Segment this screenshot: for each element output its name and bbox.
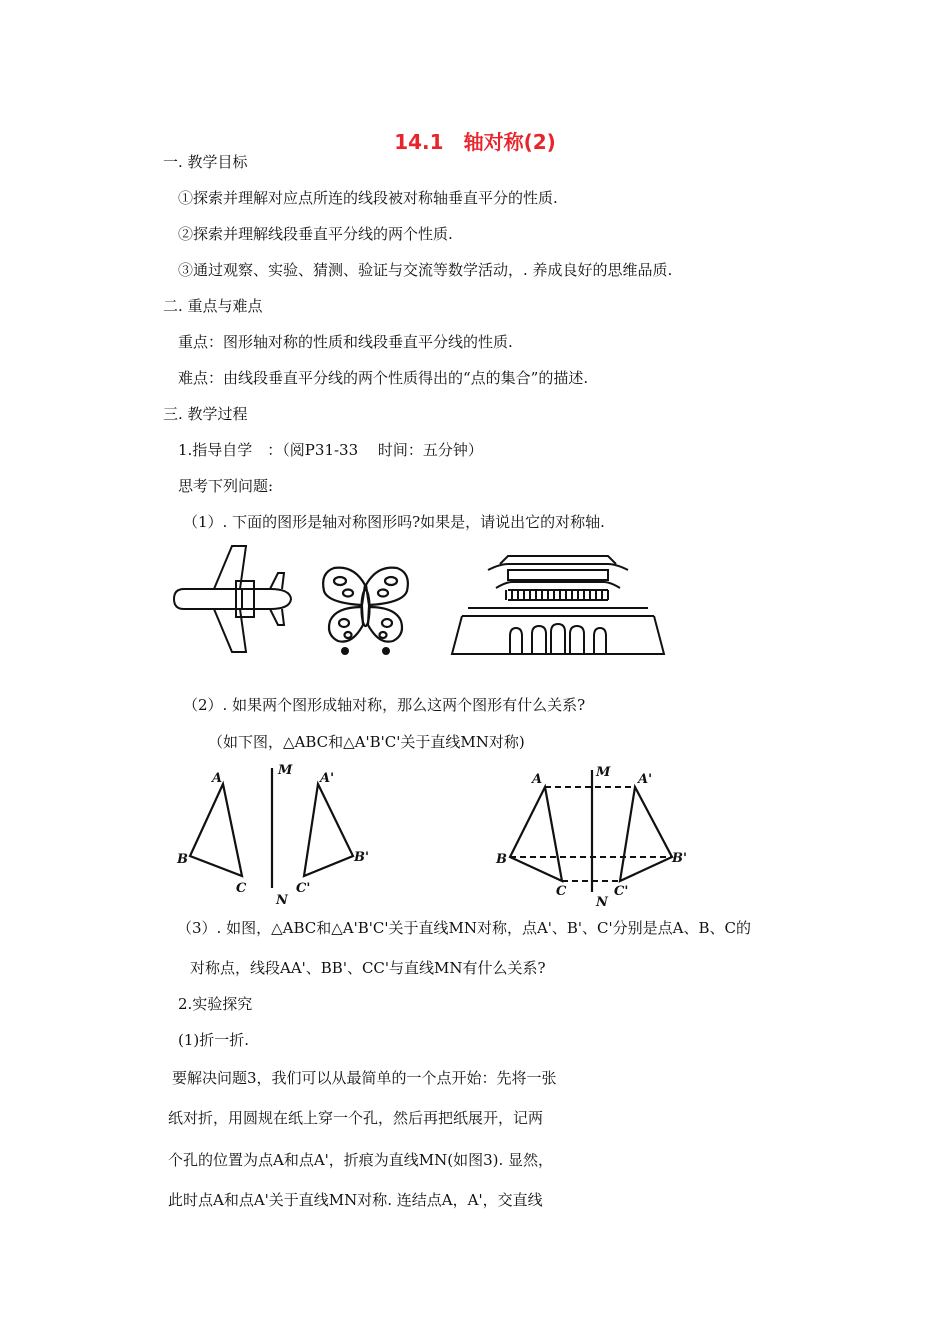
label-C-prime: C' [296, 881, 311, 896]
step-1-self-study: 1.指导自学 ：（阅P31-33 时间：五分钟） [178, 441, 483, 459]
paragraph-line-2: 纸对折，用圆规在纸上穿一个孔，然后再把纸展开，记两 [168, 1109, 544, 1127]
label-B-prime: B' [354, 850, 369, 865]
think-prompt: 思考下列问题: [178, 477, 274, 495]
key-point-text: 重点：图形轴对称的性质和线段垂直平分线的性质. [178, 333, 513, 351]
objective-item-1: ①探索并理解对应点所连的线段被对称轴垂直平分的性质. [178, 189, 558, 207]
triangles-figure-left [170, 760, 380, 910]
label-M: M [278, 763, 293, 778]
question-2: （2）. 如果两个图形成轴对称，那么这两个图形有什么关系? [183, 696, 586, 714]
label-C-prime: C' [614, 884, 629, 899]
question-1: （1）. 下面的图形是轴对称图形吗?如果是，请说出它的对称轴. [183, 513, 605, 531]
label-M: M [596, 765, 611, 780]
label-N: N [276, 893, 288, 908]
section-heading-keypoints: 二. 重点与难点 [163, 297, 263, 315]
paragraph-line-4: 此时点A和点A'关于直线MN对称. 连结点A，A'，交直线 [168, 1191, 543, 1209]
label-C: C [556, 884, 567, 899]
question-2-note: （如下图，△ABC和△A'B'C'关于直线MN对称) [208, 733, 525, 751]
difficulty-text: 难点：由线段垂直平分线的两个性质得出的“点的集合”的描述. [178, 369, 589, 387]
paragraph-line-3: 个孔的位置为点A和点A'，折痕为直线MN(如图3). 显然， [168, 1151, 554, 1169]
label-A: A [212, 771, 223, 786]
paragraph-line-1: 要解决问题3，我们可以从最简单的一个点开始：先将一张 [172, 1069, 557, 1087]
objective-item-2: ②探索并理解线段垂直平分线的两个性质. [178, 225, 453, 243]
question-3-line-2: 对称点，线段AA'、BB'、CC'与直线MN有什么关系? [190, 959, 546, 977]
step-2-experiment: 2.实验探究 [178, 995, 253, 1013]
question-3-line-1: （3）. 如图，△ABC和△A'B'C'关于直线MN对称，点A'、B'、C'分别是点A、B、C的 [177, 919, 751, 937]
triangles-figure-right [492, 760, 702, 910]
section-heading-process: 三. 教学过程 [163, 405, 248, 423]
section-heading-objectives: 一. 教学目标 [163, 153, 248, 171]
label-B-prime: B' [672, 851, 687, 866]
label-A-prime: A' [638, 772, 653, 787]
label-B: B [496, 852, 507, 867]
butterfly-figure [318, 563, 413, 658]
tiananmen-gate-figure [448, 550, 668, 656]
fold-heading: (1)折一折. [178, 1031, 250, 1049]
label-A: A [532, 772, 543, 787]
airplane-figure [170, 543, 295, 655]
label-C: C [236, 881, 247, 896]
page-title: 14.1 轴对称(2) [394, 130, 556, 154]
label-N: N [596, 895, 608, 910]
label-A-prime: A' [320, 771, 335, 786]
objective-item-3: ③通过观察、实验、猜测、验证与交流等数学活动，. 养成良好的思维品质. [178, 261, 673, 279]
label-B: B [177, 852, 188, 867]
